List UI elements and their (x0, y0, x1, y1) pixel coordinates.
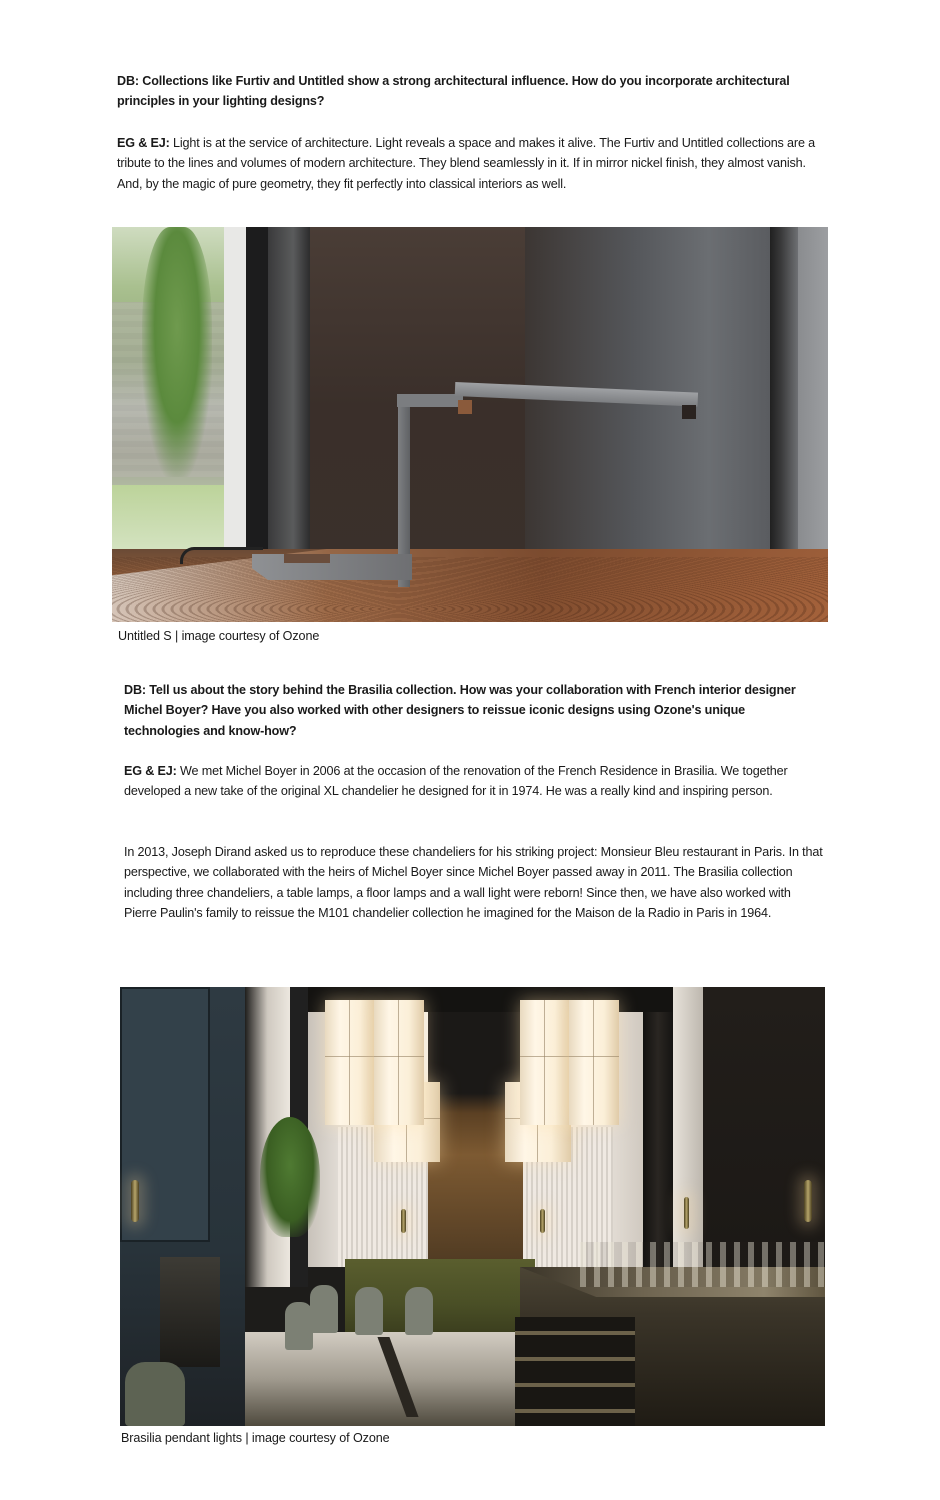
wall-sconce (684, 1197, 689, 1229)
chandelier-right-b (569, 1000, 619, 1125)
wall-sconce (540, 1209, 545, 1233)
answer-2-speaker: EG & EJ: (124, 764, 177, 778)
untitled-s-lamp-photo (112, 227, 828, 622)
question-1-speaker: DB: (117, 74, 139, 88)
chandelier-left-a (325, 1000, 375, 1125)
answer-1-text: Light is at the service of architecture. Light reveals a space and makes it alive. The Furtiv and Untitled collections are a tribute to the lines and volumes of modern architecture. They blend seamlessly in it. If in mirror nickel finish, they almost vanish. And, by the magic of pure geometry, they fit perfectly into classical interiors as well. (117, 136, 816, 191)
question-2-text: Tell us about the story behind the Brasilia collection. How was your collaboration with French interior designer Michel Boyer? Have you also worked with other designers to reissue iconic designs using Ozone's unique technologies and know-how? (124, 683, 796, 738)
question-2 (124, 680, 824, 741)
figure-1-caption: Untitled S | image courtesy of Ozone (118, 629, 320, 643)
chandelier-right-a (520, 1000, 570, 1125)
question-1-text: Collections like Furtiv and Untitled show a strong architectural influence. How do you incorporate architectural principles in your lighting designs? (117, 74, 790, 109)
wall-sconce (401, 1209, 406, 1233)
brasilia-restaurant-photo (120, 987, 825, 1426)
answer-2 (124, 761, 824, 802)
answer-2-text: We met Michel Boyer in 2006 at the occasion of the renovation of the French Residence in Brasilia. We together developed a new take of the original XL chandelier he designed for it in 1974. He was a really kind and inspiring person. (124, 764, 788, 799)
question-2-speaker: DB: (124, 683, 146, 697)
wall-sconce (131, 1180, 139, 1222)
chandelier-left-b (374, 1000, 424, 1125)
answer-1 (117, 133, 829, 194)
answer-2-continued-text: In 2013, Joseph Dirand asked us to reproduce these chandeliers for his striking project: Monsieur Bleu restaurant in Paris. In that perspective, we collaborated with the heirs of Michel Boyer since Michel Boyer passed away in 2011. The Brasilia collection including three chandeliers, a table lamps, a floor lamps and a wall light were reborn! Since then, we have also worked with Pierre Paulin's family to reissue the M101 chandelier collection he imagined for the Maison de la Radio in Paris in 1964. (124, 845, 823, 920)
answer-1-speaker: EG & EJ: (117, 136, 170, 150)
wall-sconce (804, 1180, 812, 1222)
figure-2-caption: Brasilia pendant lights | image courtesy of Ozone (121, 1431, 390, 1445)
answer-2-continued (124, 842, 824, 923)
question-1 (117, 71, 829, 112)
